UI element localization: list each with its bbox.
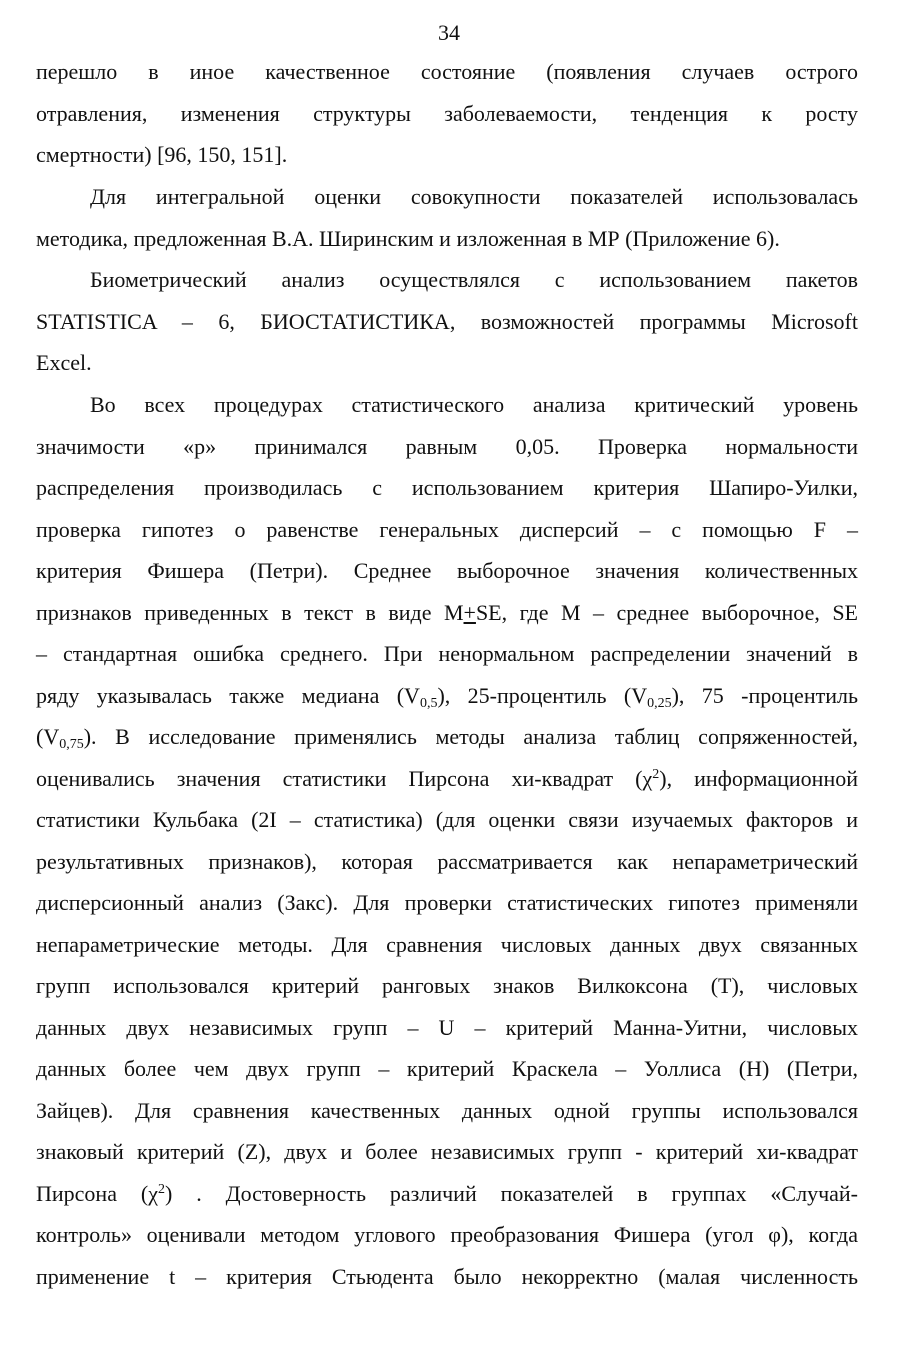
- text-line: [36, 675, 858, 717]
- text-fragment: ), 75 -процентиль: [671, 682, 858, 708]
- text-line: непараметрические методы. Для сравнения числовых данных двух связанных: [36, 931, 858, 957]
- plus-minus-sign: +: [463, 599, 476, 625]
- text-line: данных двух независимых групп – U – критерий Манна-Уитни, числовых: [36, 1014, 858, 1040]
- text-line: отравления, изменения структуры заболеваемости, тенденция к росту: [36, 100, 858, 126]
- text-line: Зайцев). Для сравнения качественных данных одной группы использовался: [36, 1097, 858, 1123]
- text-line: Excel.: [36, 350, 92, 375]
- text-line: [36, 758, 858, 800]
- text-line: проверка гипотез о равенстве генеральных дисперсий – с помощью F –: [36, 516, 858, 542]
- paragraph-1: [36, 51, 858, 176]
- text-line: перешло в иное качественное состояние (появления случаев острого: [36, 59, 858, 84]
- text-line: [36, 716, 858, 758]
- text-line: данных более чем двух групп – критерий Краскела – Уоллиса (Н) (Петри,: [36, 1056, 858, 1081]
- text-line: Для интегральной оценки совокупности показателей использовалась: [90, 184, 858, 209]
- text-line: критерия Фишера (Петри). Среднее выборочное значения количественных: [36, 558, 858, 583]
- text-fragment: SE, где М – среднее выборочное, SE: [475, 599, 858, 625]
- page-number: 34: [438, 20, 460, 45]
- text-line: значимости «р» принимался равным 0,05. Проверка нормальности: [36, 433, 858, 459]
- text-fragment: Пирсона (χ: [36, 1180, 158, 1206]
- text-fragment: ). В исследование применялись методы анализа таблиц сопряженностей,: [83, 724, 858, 749]
- superscript: 2: [652, 766, 660, 782]
- text-fragment: (V: [36, 724, 60, 749]
- text-line: Во всех процедурах статистического анализа критический уровень: [90, 392, 858, 417]
- paragraph-4: [36, 384, 858, 1297]
- superscript: 2: [157, 1181, 165, 1197]
- text-fragment: ), информационной: [659, 765, 858, 791]
- text-line: знаковый критерий (Z), двух и более независимых групп - критерий хи-квадрат: [36, 1139, 858, 1164]
- text-line: статистики Кульбака (2I – статистика) (для оценки связи изучаемых факторов и: [36, 807, 858, 832]
- text-line: контроль» оценивали методом углового преобразования Фишера (угол φ), когда: [36, 1222, 858, 1247]
- subscript: 0,75: [59, 737, 84, 752]
- text-line: Биометрический анализ осуществлялся с использованием пакетов: [90, 267, 858, 292]
- text-line: смертности) [96, 150, 151].: [36, 142, 288, 167]
- text-line: – стандартная ошибка среднего. При ненормальном распределении значений в: [36, 641, 858, 666]
- subscript: 0,25: [647, 695, 672, 711]
- text-line: распределения производилась с использованием критерия Шапиро-Уилки,: [36, 475, 858, 500]
- text-line: результативных признаков), которая рассматривается как непараметрический: [36, 848, 858, 874]
- text-fragment: признаков приведенных в текст в виде М: [36, 599, 464, 625]
- text-line: STATISTICA – 6, БИОСТАТИСТИКА, возможностей программы Microsoft: [36, 308, 858, 334]
- text-fragment: ), 25-процентиль (V: [437, 682, 648, 708]
- text-fragment: оценивались значения статистики Пирсона хи-квадрат (χ: [36, 765, 653, 791]
- text-line: групп использовался критерий ранговых знаков Вилкоксона (Т), числовых: [36, 973, 858, 998]
- text-line: [36, 592, 858, 634]
- paragraph-3: [36, 259, 858, 384]
- text-fragment: ) . Достоверность различий показателей в группах «Случай-: [164, 1180, 859, 1206]
- text-line: дисперсионный анализ (Закс). Для проверки статистических гипотез применяли: [36, 890, 858, 915]
- text-line: методика, предложенная В.А. Ширинским и изложенная в МР (Приложение 6).: [36, 225, 780, 251]
- subscript: 0,5: [419, 695, 438, 711]
- paragraph-2: [36, 176, 858, 259]
- text-fragment: ряду указывалась также медиана (V: [36, 682, 420, 708]
- text-line: применение t – критерия Стьюдента было некорректно (малая численность: [36, 1263, 858, 1289]
- text-line: [36, 1173, 858, 1215]
